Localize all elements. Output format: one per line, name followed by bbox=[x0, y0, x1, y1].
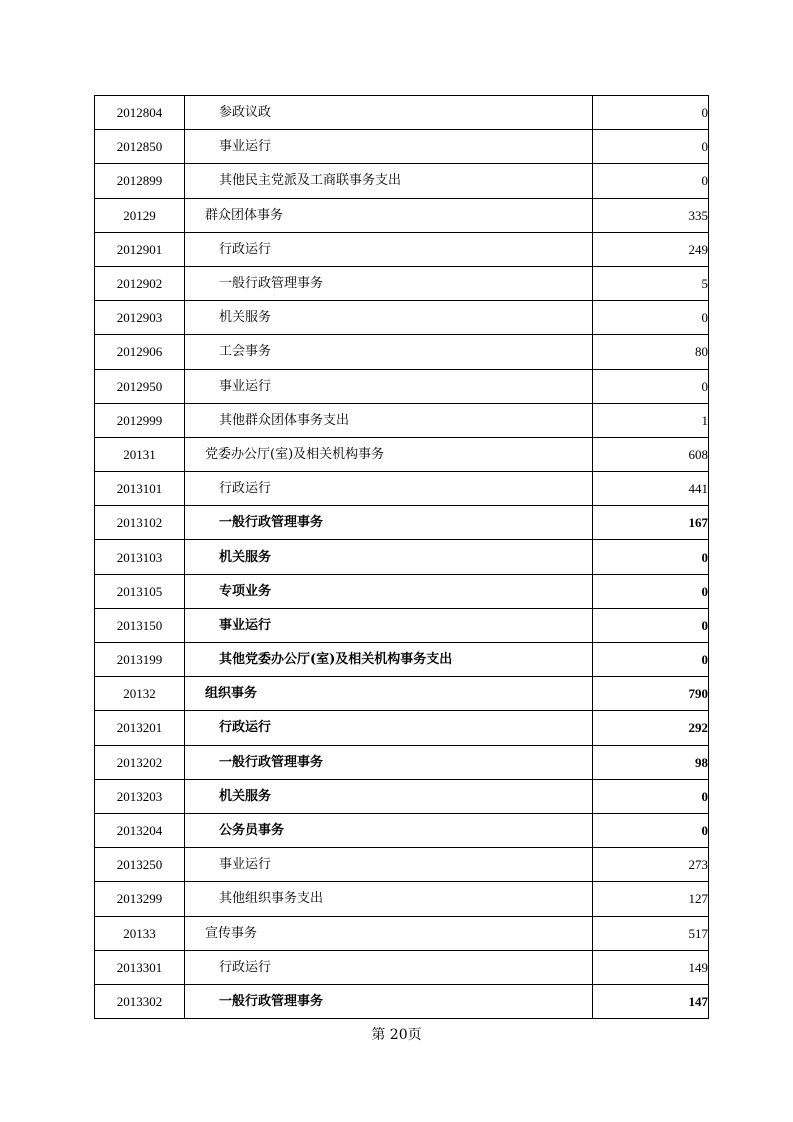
amount-cell: 335 bbox=[593, 198, 709, 232]
amount-cell: 441 bbox=[593, 472, 709, 506]
amount-cell: 0 bbox=[593, 540, 709, 574]
table-row bbox=[95, 198, 709, 232]
table-row bbox=[95, 437, 709, 471]
amount-cell: 517 bbox=[593, 916, 709, 950]
subject-code-cell: 20131 bbox=[95, 437, 185, 471]
subject-code-cell: 2013250 bbox=[95, 848, 185, 882]
subject-name-cell: 其他群众团体事务支出 bbox=[185, 403, 593, 437]
table-row bbox=[95, 813, 709, 847]
subject-name-cell: 群众团体事务 bbox=[185, 198, 593, 232]
table-row bbox=[95, 950, 709, 984]
amount-cell: 0 bbox=[593, 301, 709, 335]
subject-code-cell: 2012950 bbox=[95, 369, 185, 403]
table-row bbox=[95, 335, 709, 369]
subject-code-cell: 2013199 bbox=[95, 643, 185, 677]
amount-cell: 149 bbox=[593, 950, 709, 984]
amount-cell: 80 bbox=[593, 335, 709, 369]
subject-code-cell: 2013204 bbox=[95, 813, 185, 847]
subject-name-cell: 其他民主党派及工商联事务支出 bbox=[185, 164, 593, 198]
amount-cell: 0 bbox=[593, 813, 709, 847]
amount-cell: 273 bbox=[593, 848, 709, 882]
subject-code-cell: 2013301 bbox=[95, 950, 185, 984]
amount-cell: 0 bbox=[593, 608, 709, 642]
subject-name-cell: 一般行政管理事务 bbox=[185, 266, 593, 300]
table-row bbox=[95, 506, 709, 540]
subject-code-cell: 2013101 bbox=[95, 472, 185, 506]
table-row bbox=[95, 574, 709, 608]
table-row bbox=[95, 403, 709, 437]
table-row bbox=[95, 745, 709, 779]
subject-name-cell: 事业运行 bbox=[185, 608, 593, 642]
subject-code-cell: 2013150 bbox=[95, 608, 185, 642]
subject-name-cell: 事业运行 bbox=[185, 130, 593, 164]
amount-cell: 608 bbox=[593, 437, 709, 471]
subject-code-cell: 20132 bbox=[95, 677, 185, 711]
subject-name-cell: 事业运行 bbox=[185, 369, 593, 403]
subject-code-cell: 2013103 bbox=[95, 540, 185, 574]
table-row bbox=[95, 232, 709, 266]
subject-code-cell: 2013201 bbox=[95, 711, 185, 745]
subject-code-cell: 20133 bbox=[95, 916, 185, 950]
amount-cell: 0 bbox=[593, 164, 709, 198]
amount-cell: 790 bbox=[593, 677, 709, 711]
amount-cell: 0 bbox=[593, 130, 709, 164]
subject-code-cell: 2013105 bbox=[95, 574, 185, 608]
subject-code-cell: 2013202 bbox=[95, 745, 185, 779]
table-row bbox=[95, 540, 709, 574]
subject-code-cell: 2012901 bbox=[95, 232, 185, 266]
table-row bbox=[95, 130, 709, 164]
subject-name-cell: 行政运行 bbox=[185, 950, 593, 984]
subject-name-cell: 宣传事务 bbox=[185, 916, 593, 950]
amount-cell: 167 bbox=[593, 506, 709, 540]
amount-cell: 5 bbox=[593, 266, 709, 300]
amount-cell: 0 bbox=[593, 779, 709, 813]
subject-code-cell: 2012999 bbox=[95, 403, 185, 437]
table-row bbox=[95, 301, 709, 335]
subject-name-cell: 行政运行 bbox=[185, 711, 593, 745]
table-row bbox=[95, 266, 709, 300]
subject-name-cell: 机关服务 bbox=[185, 779, 593, 813]
amount-cell: 0 bbox=[593, 643, 709, 677]
subject-code-cell: 2012899 bbox=[95, 164, 185, 198]
subject-code-cell: 20129 bbox=[95, 198, 185, 232]
amount-cell: 0 bbox=[593, 574, 709, 608]
subject-name-cell: 公务员事务 bbox=[185, 813, 593, 847]
amount-cell: 249 bbox=[593, 232, 709, 266]
subject-code-cell: 2012903 bbox=[95, 301, 185, 335]
subject-name-cell: 党委办公厅(室)及相关机构事务 bbox=[185, 437, 593, 471]
subject-code-cell: 2012804 bbox=[95, 96, 185, 130]
subject-name-cell: 一般行政管理事务 bbox=[185, 984, 593, 1018]
amount-cell: 98 bbox=[593, 745, 709, 779]
table-row bbox=[95, 608, 709, 642]
table-row bbox=[95, 472, 709, 506]
subject-code-cell: 2013302 bbox=[95, 984, 185, 1018]
subject-name-cell: 行政运行 bbox=[185, 232, 593, 266]
amount-cell: 0 bbox=[593, 96, 709, 130]
subject-code-cell: 2012906 bbox=[95, 335, 185, 369]
subject-name-cell: 其他党委办公厅(室)及相关机构事务支出 bbox=[185, 643, 593, 677]
subject-code-cell: 2013203 bbox=[95, 779, 185, 813]
table-row bbox=[95, 779, 709, 813]
subject-name-cell: 事业运行 bbox=[185, 848, 593, 882]
subject-name-cell: 一般行政管理事务 bbox=[185, 506, 593, 540]
subject-code-cell: 2012902 bbox=[95, 266, 185, 300]
table-row bbox=[95, 369, 709, 403]
subject-name-cell: 行政运行 bbox=[185, 472, 593, 506]
subject-name-cell: 一般行政管理事务 bbox=[185, 745, 593, 779]
subject-code-cell: 2013102 bbox=[95, 506, 185, 540]
subject-name-cell: 专项业务 bbox=[185, 574, 593, 608]
subject-name-cell: 工会事务 bbox=[185, 335, 593, 369]
subject-name-cell: 组织事务 bbox=[185, 677, 593, 711]
amount-cell: 127 bbox=[593, 882, 709, 916]
table-row bbox=[95, 677, 709, 711]
subject-name-cell: 机关服务 bbox=[185, 301, 593, 335]
table-row bbox=[95, 848, 709, 882]
amount-cell: 0 bbox=[593, 369, 709, 403]
subject-name-cell: 机关服务 bbox=[185, 540, 593, 574]
subject-name-cell: 参政议政 bbox=[185, 96, 593, 130]
table-row bbox=[95, 984, 709, 1018]
table-row bbox=[95, 164, 709, 198]
table-row bbox=[95, 711, 709, 745]
subject-code-cell: 2012850 bbox=[95, 130, 185, 164]
page-number: 第 20页 bbox=[371, 1027, 422, 1043]
subject-code-cell: 2013299 bbox=[95, 882, 185, 916]
budget-table-body bbox=[95, 96, 709, 1019]
table-row bbox=[95, 916, 709, 950]
budget-table bbox=[94, 95, 709, 1019]
table-row bbox=[95, 882, 709, 916]
table-row bbox=[95, 96, 709, 130]
subject-name-cell: 其他组织事务支出 bbox=[185, 882, 593, 916]
amount-cell: 292 bbox=[593, 711, 709, 745]
table-row bbox=[95, 643, 709, 677]
amount-cell: 147 bbox=[593, 984, 709, 1018]
amount-cell: 1 bbox=[593, 403, 709, 437]
